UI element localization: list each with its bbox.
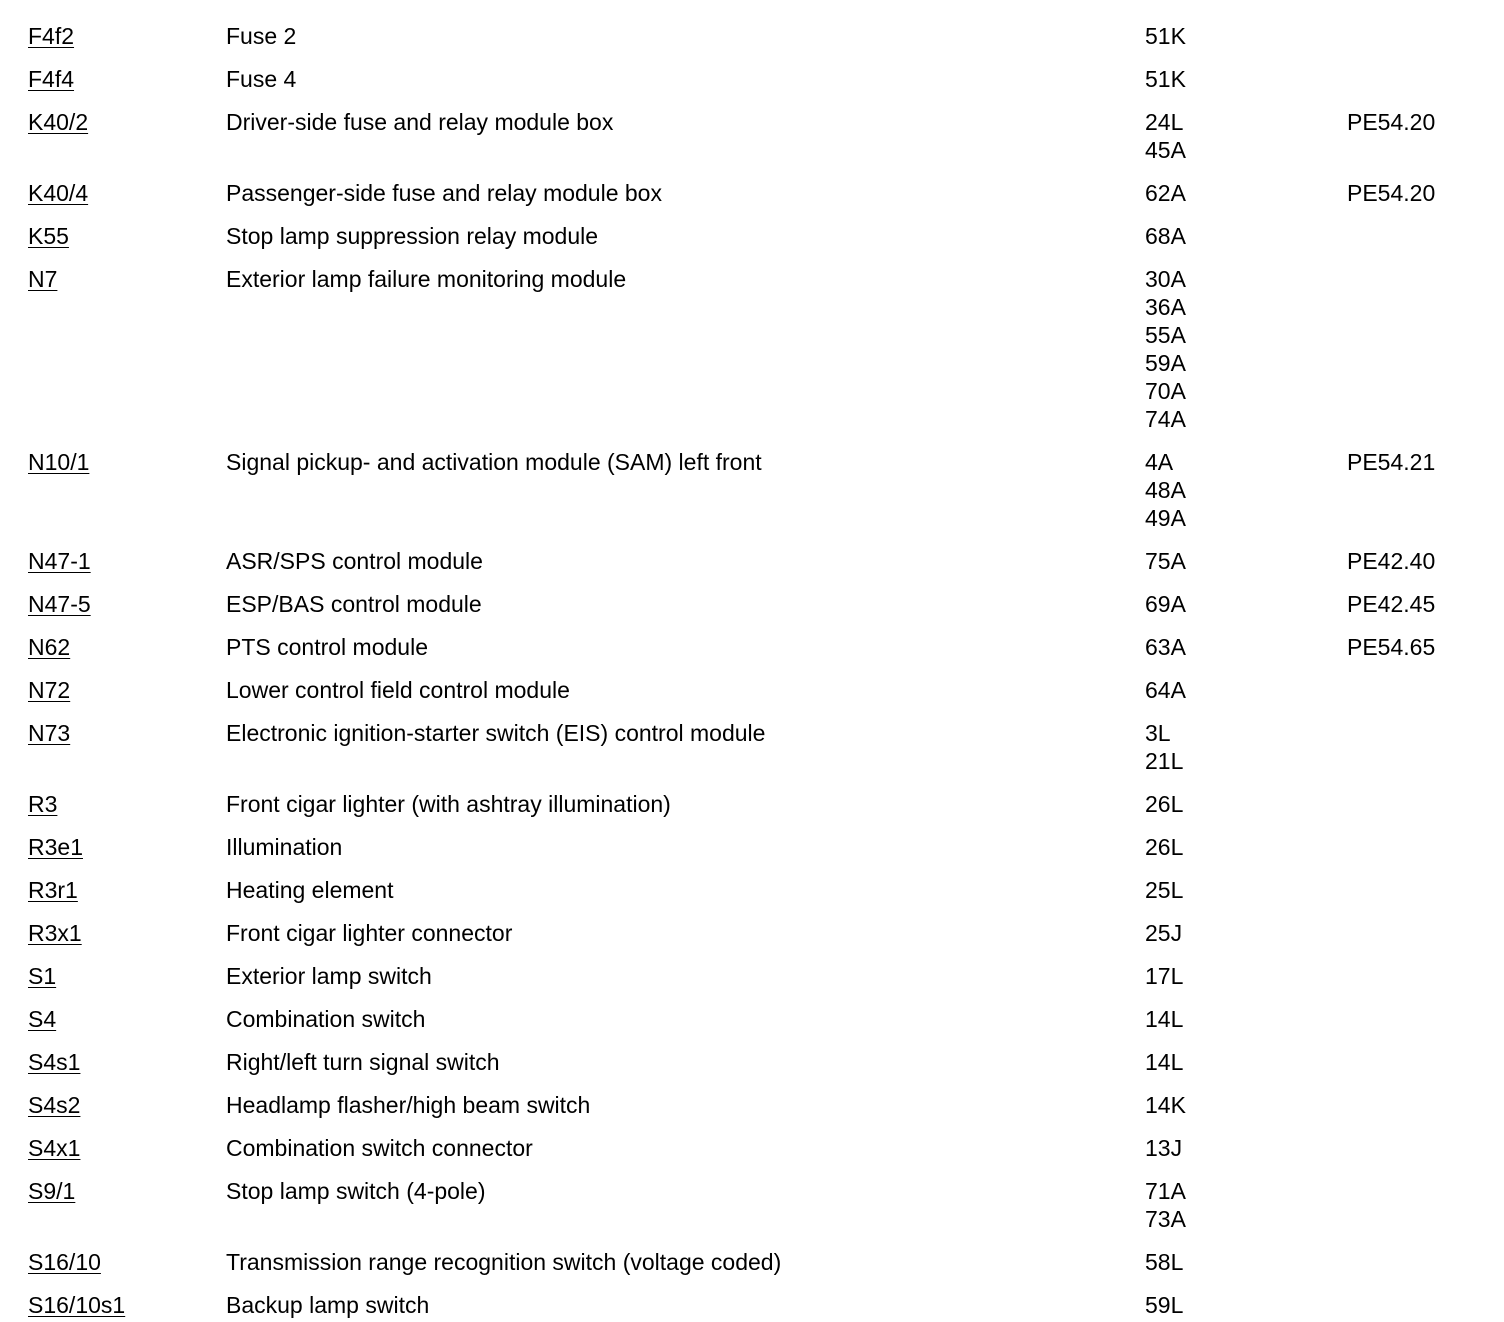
- grid-locations: [1145, 1005, 1183, 1033]
- component-description: Illumination: [226, 834, 343, 860]
- grid-location: 26L: [1145, 834, 1184, 860]
- grid-location: 17L: [1145, 963, 1184, 989]
- component-description: Electronic ignition-starter switch (EIS) control module: [226, 720, 766, 746]
- component-description: Stop lamp suppression relay module: [226, 223, 599, 249]
- component-description: Headlamp flasher/high beam switch: [226, 1092, 591, 1118]
- component-description: Combination switch connector: [226, 1135, 533, 1161]
- grid-location: 70A: [1145, 378, 1186, 404]
- grid-location: 51K: [1145, 66, 1186, 92]
- component-description: Heating element: [226, 877, 394, 903]
- grid-location: 30A: [1145, 266, 1186, 292]
- component-code-link[interactable]: N73: [28, 720, 71, 746]
- component-code-link[interactable]: S9/1: [28, 1178, 76, 1204]
- component-description: Passenger-side fuse and relay module box: [226, 180, 662, 206]
- grid-location: 63A: [1145, 634, 1186, 660]
- grid-location: 71A: [1145, 1178, 1186, 1204]
- component-code-link[interactable]: F4f4: [28, 66, 75, 92]
- component-code-link[interactable]: S4x1: [28, 1135, 81, 1161]
- component-description: Combination switch: [226, 1006, 426, 1032]
- grid-locations: [1145, 222, 1186, 250]
- component-code-link[interactable]: N72: [28, 677, 71, 703]
- grid-location: 26L: [1145, 791, 1184, 817]
- grid-location: 4A: [1145, 449, 1174, 475]
- component-description: Driver-side fuse and relay module box: [226, 109, 614, 135]
- component-code-link[interactable]: N7: [28, 266, 58, 292]
- reference-code: PE54.65: [1347, 634, 1436, 660]
- component-code-link[interactable]: R3x1: [28, 920, 82, 946]
- grid-location: 55A: [1145, 322, 1186, 348]
- component-code-link[interactable]: S4s1: [28, 1049, 81, 1075]
- grid-location: 24L: [1145, 109, 1184, 135]
- grid-location: 51K: [1145, 23, 1186, 49]
- component-description: Right/left turn signal switch: [226, 1049, 500, 1075]
- grid-locations: [1145, 1177, 1186, 1233]
- grid-location: 59A: [1145, 350, 1186, 376]
- grid-location: 62A: [1145, 180, 1186, 206]
- grid-locations: [1145, 962, 1183, 990]
- grid-location: 14K: [1145, 1092, 1186, 1118]
- component-code-link[interactable]: R3r1: [28, 877, 78, 903]
- component-description: Exterior lamp switch: [226, 963, 432, 989]
- grid-locations: [1145, 1248, 1183, 1276]
- grid-locations: [1145, 676, 1186, 704]
- component-description: Backup lamp switch: [226, 1292, 430, 1318]
- component-description: ESP/BAS control module: [226, 591, 482, 617]
- grid-locations: [1145, 65, 1186, 93]
- component-code-link[interactable]: K40/4: [28, 180, 89, 206]
- grid-locations: [1145, 1048, 1183, 1076]
- reference-code: PE54.21: [1347, 449, 1436, 475]
- component-description: PTS control module: [226, 634, 428, 660]
- component-description: Fuse 2: [226, 23, 297, 49]
- grid-location: 13J: [1145, 1135, 1183, 1161]
- grid-location: 48A: [1145, 477, 1186, 503]
- component-code-link[interactable]: N47-1: [28, 548, 91, 574]
- component-description: Front cigar lighter (with ashtray illumination): [226, 791, 671, 817]
- grid-location: 25L: [1145, 877, 1184, 903]
- component-code-link[interactable]: R3: [28, 791, 58, 817]
- component-code-link[interactable]: K55: [28, 223, 69, 249]
- grid-location: 64A: [1145, 677, 1186, 703]
- grid-locations: [1145, 108, 1186, 164]
- grid-locations: [1145, 919, 1182, 947]
- grid-locations: [1145, 633, 1186, 661]
- grid-location: 25J: [1145, 920, 1183, 946]
- component-code-link[interactable]: S1: [28, 963, 57, 989]
- grid-location: 45A: [1145, 137, 1186, 163]
- reference-code: PE42.40: [1347, 548, 1436, 574]
- grid-location: 14L: [1145, 1049, 1184, 1075]
- component-description: Stop lamp switch (4-pole): [226, 1178, 486, 1204]
- grid-location: 75A: [1145, 548, 1186, 574]
- component-code-link[interactable]: S4s2: [28, 1092, 81, 1118]
- component-description: Front cigar lighter connector: [226, 920, 513, 946]
- component-code-link[interactable]: S16/10s1: [28, 1292, 126, 1318]
- grid-locations: [1145, 590, 1186, 618]
- grid-location: 73A: [1145, 1206, 1186, 1232]
- component-code-link[interactable]: N47-5: [28, 591, 91, 617]
- grid-location: 3L: [1145, 720, 1171, 746]
- grid-locations: [1145, 265, 1186, 433]
- grid-locations: [1145, 1291, 1183, 1319]
- component-code-link[interactable]: R3e1: [28, 834, 83, 860]
- grid-location: 68A: [1145, 223, 1186, 249]
- grid-locations: [1145, 790, 1183, 818]
- grid-locations: [1145, 876, 1183, 904]
- grid-locations: [1145, 1134, 1182, 1162]
- component-description: Transmission range recognition switch (voltage coded): [226, 1249, 782, 1275]
- component-code-link[interactable]: F4f2: [28, 23, 75, 49]
- component-description: Lower control field control module: [226, 677, 570, 703]
- component-code-link[interactable]: N62: [28, 634, 71, 660]
- component-code-link[interactable]: S4: [28, 1006, 57, 1032]
- component-code-link[interactable]: K40/2: [28, 109, 89, 135]
- component-description: ASR/SPS control module: [226, 548, 483, 574]
- grid-location: 69A: [1145, 591, 1186, 617]
- grid-locations: [1145, 547, 1186, 575]
- grid-location: 59L: [1145, 1292, 1184, 1318]
- grid-location: 21L: [1145, 748, 1184, 774]
- reference-code: PE42.45: [1347, 591, 1436, 617]
- grid-locations: [1145, 1091, 1186, 1119]
- reference-code: PE54.20: [1347, 180, 1436, 206]
- grid-location: 36A: [1145, 294, 1186, 320]
- grid-locations: [1145, 448, 1186, 532]
- grid-location: 74A: [1145, 406, 1186, 432]
- grid-location: 49A: [1145, 505, 1186, 531]
- reference-code: PE54.20: [1347, 109, 1436, 135]
- component-code-link[interactable]: N10/1: [28, 449, 90, 475]
- grid-location: 58L: [1145, 1249, 1184, 1275]
- component-code-link[interactable]: S16/10: [28, 1249, 101, 1275]
- grid-location: 14L: [1145, 1006, 1184, 1032]
- grid-locations: [1145, 22, 1186, 50]
- component-description: Signal pickup- and activation module (SAM) left front: [226, 449, 762, 475]
- grid-locations: [1145, 833, 1183, 861]
- component-description: Fuse 4: [226, 66, 297, 92]
- grid-locations: [1145, 719, 1183, 775]
- grid-locations: [1145, 179, 1186, 207]
- component-description: Exterior lamp failure monitoring module: [226, 266, 627, 292]
